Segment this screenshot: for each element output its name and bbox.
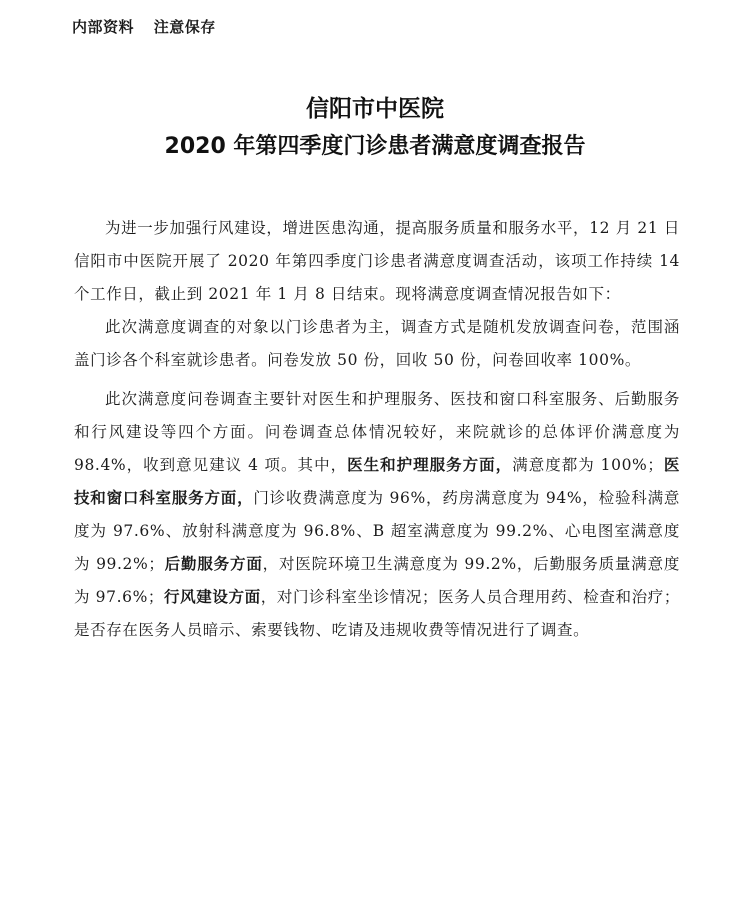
keep-safe-label: 注意保存 xyxy=(153,18,216,36)
paragraph-results xyxy=(74,383,680,647)
heading-doctor-nursing: 医生和护理服务方面， xyxy=(347,456,513,474)
text-doctor-nursing: 满意度都为 100%； xyxy=(512,456,664,474)
internal-material-label: 内部资料 xyxy=(72,18,135,36)
hospital-name: 信阳市中医院 xyxy=(306,96,444,122)
results-intro: 此次满意度问卷调查主要针对医生和护理服务、医技和窗口科室服务、后勤服务和行风建设等四个方面。问卷调查总体情况较好，来院就诊的总体评价满意度为 98.4%，收到意见建议 4 项。其中， xyxy=(74,390,680,474)
confidential-note xyxy=(72,16,216,37)
paragraph-intro: 为进一步加强行风建设，增进医患沟通，提高服务质量和服务水平，12 月 21 日信阳市中医院开展了 2020 年第四季度门诊患者满意度调查活动，该项工作持续 14 个工作日，截止到 2021 年 1 月 8 日结束。现将满意度调查情况报告如下： xyxy=(74,219,680,303)
report-body xyxy=(74,212,680,647)
text-conduct: ，对门诊科室坐诊情况；医务人员合理用药、检查和治疗；是否存在医务人员暗示、索要钱物、吃请及违规收费等情况进行了调查。 xyxy=(74,588,680,639)
text-logistics: ，对医院环境卫生满意度为 99.2%，后勤服务质量满意度为 97.6%； xyxy=(74,555,680,606)
report-title xyxy=(0,92,750,166)
heading-logistics: 后勤服务方面 xyxy=(164,555,263,573)
text-medtech-window: 门诊收费满意度为 96%，药房满意度为 94%，检验科满意度为 97.6%、放射科满意度为 96.8%、B 超室满意度为 99.2%、心电图室满意度为 99.2%； xyxy=(74,489,680,573)
paragraph-method: 此次满意度调查的对象以门诊患者为主，调查方式是随机发放调查问卷，范围涵盖门诊各个科室就诊患者。问卷发放 50 份，回收 50 份，问卷回收率 100%。 xyxy=(74,318,680,369)
heading-conduct: 行风建设方面 xyxy=(164,588,261,606)
heading-medtech-window: 医技和窗口科室服务方面， xyxy=(74,456,680,507)
report-name: 2020 年第四季度门诊患者满意度调查报告 xyxy=(164,134,586,159)
